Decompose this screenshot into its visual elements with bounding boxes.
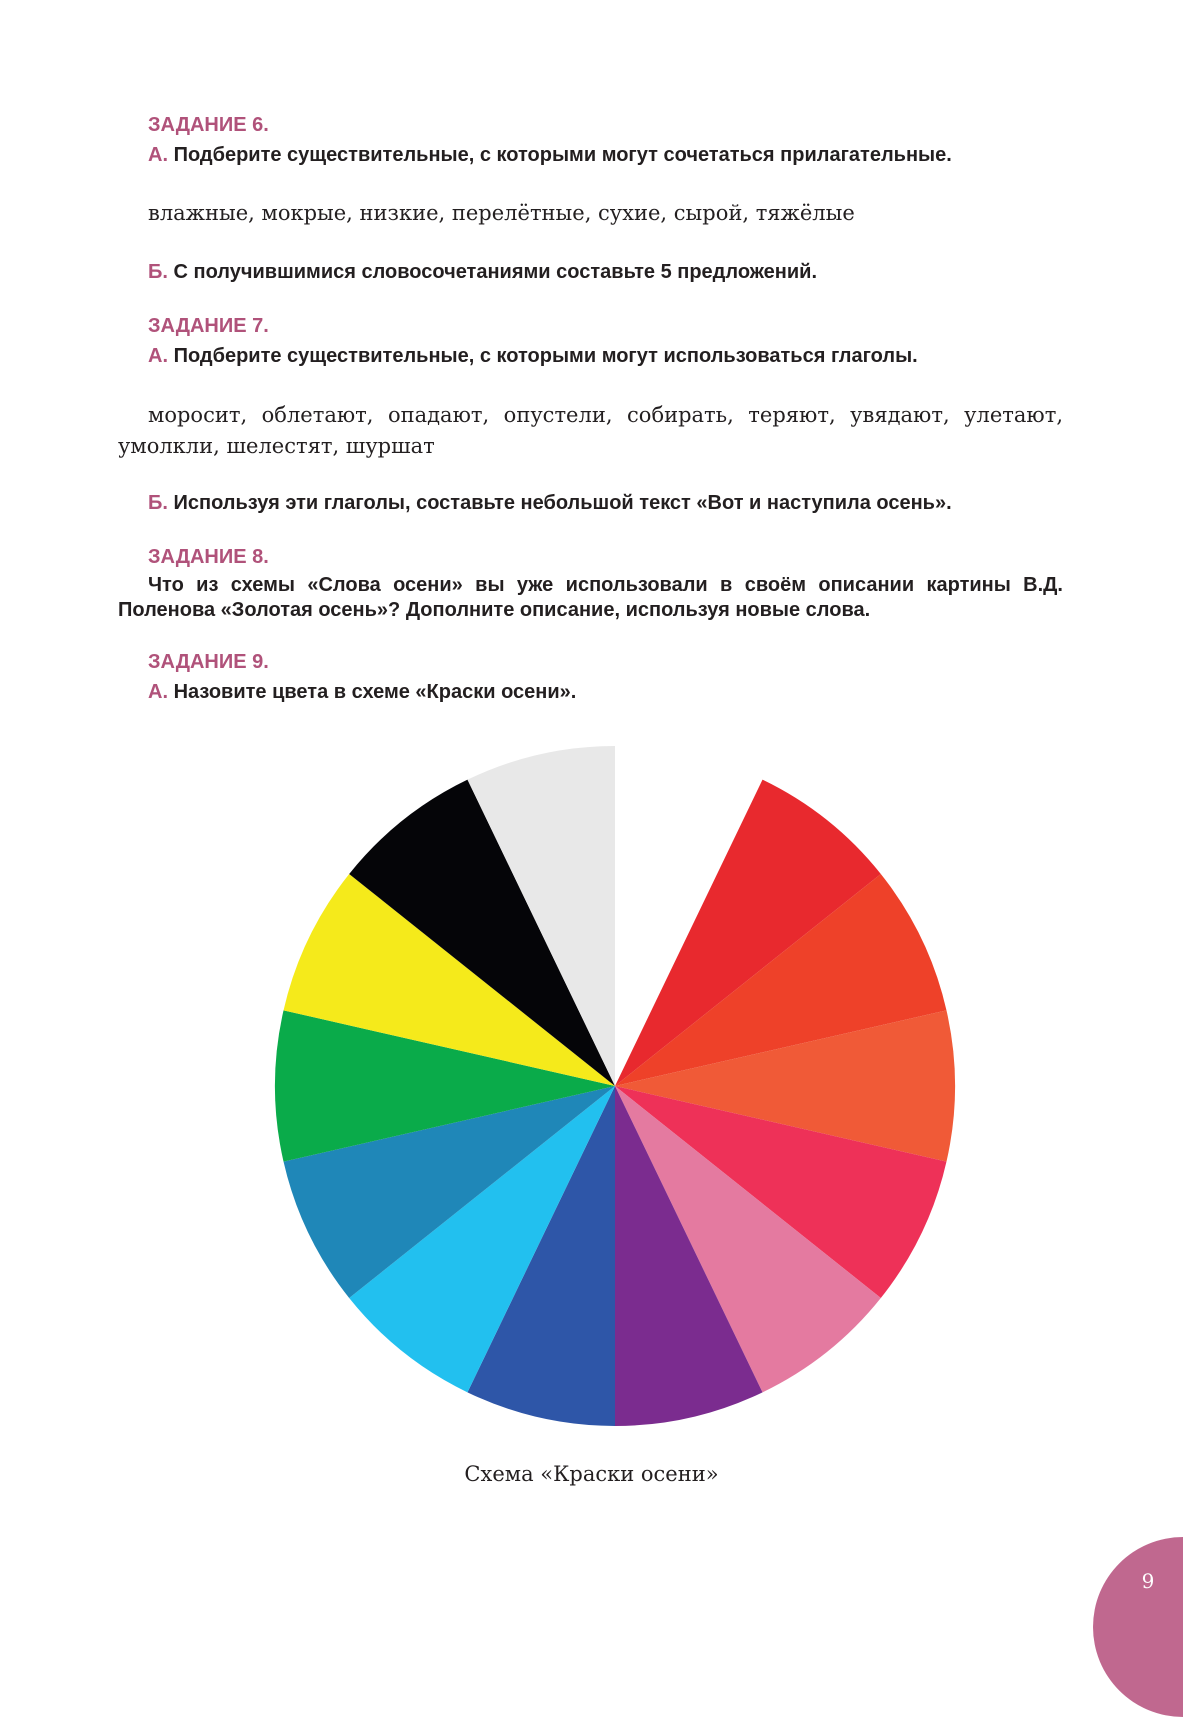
task-6-a	[148, 141, 1063, 169]
task-9-title: ЗАДАНИЕ 9.	[148, 651, 269, 673]
task-8-title: ЗАДАНИЕ 8.	[148, 546, 269, 568]
task-7-words	[118, 400, 1063, 462]
task-9-a-text: Назовите цвета в схеме «Краски осени».	[173, 681, 577, 703]
task-6-b	[118, 258, 1063, 286]
figure-caption: Схема «Краски осени»	[464, 1462, 719, 1486]
task-9-a	[148, 678, 1063, 706]
task-6-b-text: С получившимися словосочетаниями составьте 5 предложений.	[173, 261, 818, 283]
page-number: 9	[1141, 1569, 1155, 1593]
task-7-b-text: Используя эти глаголы, составьте небольшой текст «Вот и наступила осень».	[173, 492, 952, 514]
task-6	[118, 114, 1063, 169]
task-6-b-line	[148, 258, 1063, 286]
task-7-a	[148, 342, 1063, 370]
task-7-a-text: Подберите существительные, с которыми могут использоваться глаголы.	[173, 345, 918, 367]
task-6-a-text: Подберите существительные, с которыми могут сочетаться прилагательные.	[173, 144, 952, 166]
task-8	[118, 546, 1063, 623]
task-6-a-prefix: А.	[148, 144, 168, 166]
task-8-text: Что из схемы «Слова осени» вы уже использовали в своём описании картины В.Д. Поленова «Золотая осень»? Дополните описание, используя новые слова.	[118, 574, 1063, 621]
task-7	[118, 315, 1063, 370]
task-7-a-prefix: А.	[148, 345, 168, 367]
task-6-word-list: влажные, мокрые, низкие, перелётные, сухие, сырой, тяжёлые	[148, 201, 855, 225]
page-number-badge	[1093, 1537, 1183, 1717]
task-6-b-prefix: Б.	[148, 261, 168, 283]
task-7-b-line	[148, 489, 1063, 517]
task-7-title: ЗАДАНИЕ 7.	[148, 315, 269, 337]
task-7-word-list: моросит, облетают, опадают, опустели, собирать, теряют, увядают, улетают, умолкли, шелестят, шуршат	[118, 403, 1063, 458]
task-9	[118, 651, 1063, 706]
task-9-a-prefix: А.	[148, 681, 168, 703]
task-7-b	[118, 489, 1063, 517]
task-6-title: ЗАДАНИЕ 6.	[148, 114, 269, 136]
task-7-b-prefix: Б.	[148, 492, 168, 514]
color-wheel	[270, 741, 960, 1431]
task-6-words	[118, 198, 1063, 229]
